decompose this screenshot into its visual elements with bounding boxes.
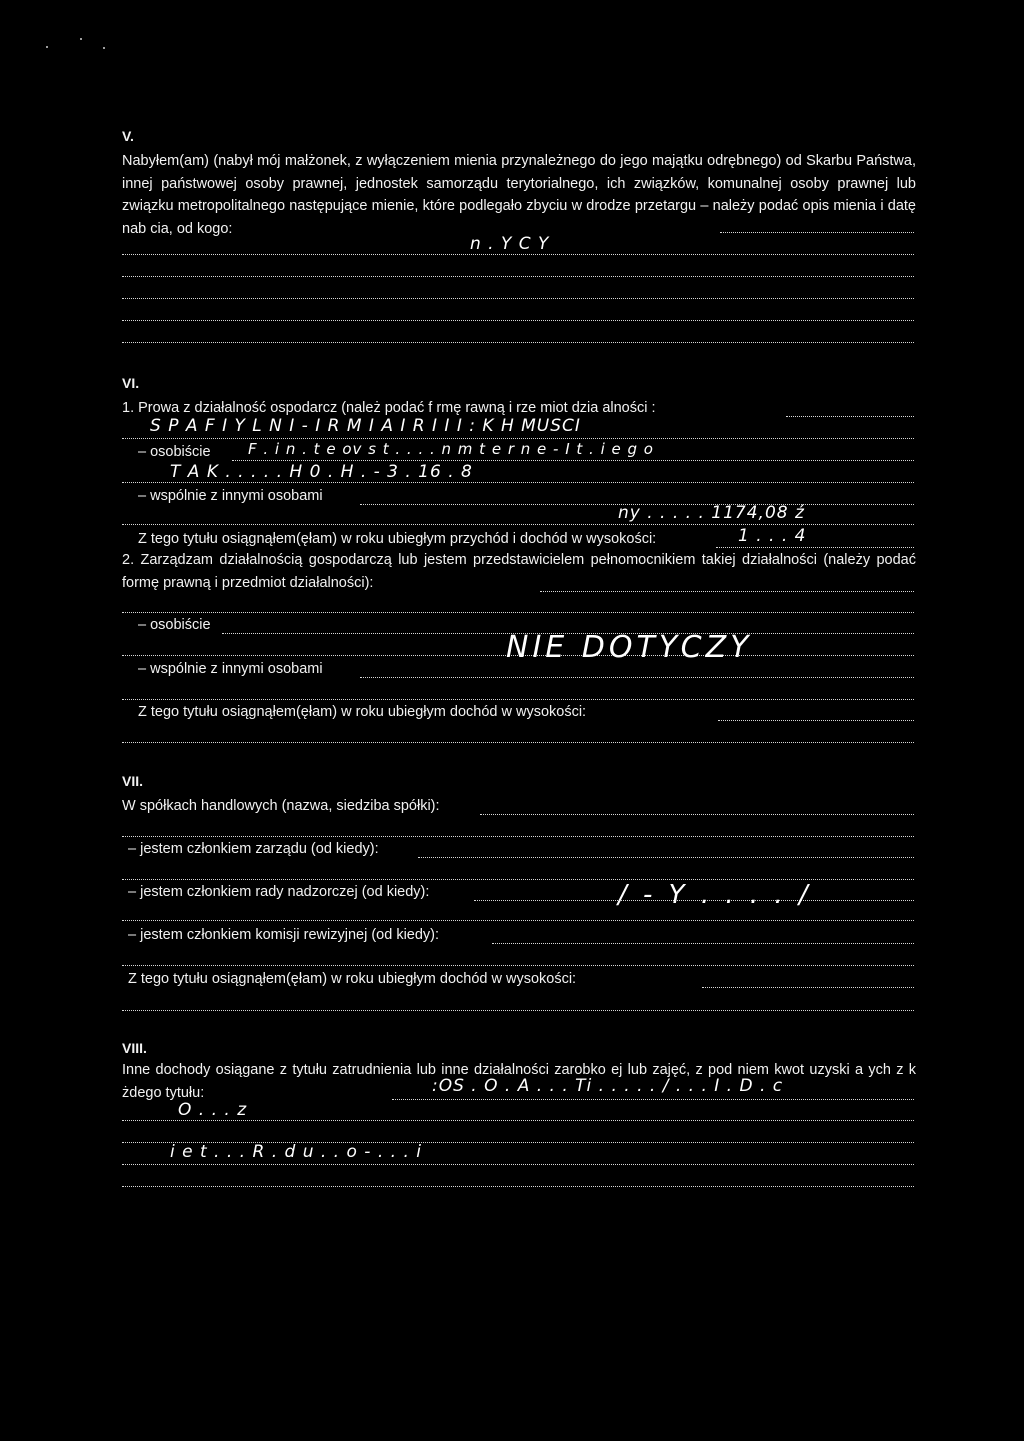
wspolnie2-label: – wspólnie z innymi osobami — [138, 661, 323, 677]
dotted-line — [718, 718, 914, 721]
handwritten-answer: NIE DOTYCZY — [506, 630, 753, 665]
section-vi-heading: VI. — [122, 375, 140, 391]
dotted-line — [122, 918, 914, 921]
osobiscie-label: – osobiście — [138, 444, 211, 460]
handwritten-answer: ny . . . . . 1174,08 ź — [618, 503, 805, 523]
dotted-line — [122, 436, 914, 439]
handwritten-answer: n . Y C Y — [470, 234, 550, 254]
dotted-line — [418, 855, 914, 858]
zarzad-label: – jestem członkiem zarządu (od kiedy): — [128, 841, 379, 857]
dotted-line — [122, 1162, 914, 1165]
handwritten-answer: i e t . . . R . d u . . o - . . . i — [170, 1142, 422, 1162]
dotted-line — [360, 675, 914, 678]
dotted-line — [122, 834, 914, 837]
dotted-line — [122, 340, 914, 343]
dotted-line — [786, 414, 914, 417]
income2-label: Z tego tytułu osiągnąłem(ęłam) w roku ubiegłym dochód w wysokości: — [138, 704, 587, 720]
handwritten-answer: 1 . . . 4 — [738, 526, 807, 546]
handwritten-answer: :OS . O . A . . . Ti . . . . . / . . . I . D . c — [432, 1076, 784, 1096]
dotted-line — [122, 274, 914, 277]
dotted-line — [122, 963, 914, 966]
handwritten-answer: T A K . . . . . H 0 . H . - 3 . 16 . 8 — [170, 462, 473, 482]
dotted-line — [540, 589, 914, 592]
section-viii-heading: VIII. — [122, 1040, 147, 1056]
dotted-line — [480, 812, 914, 815]
rada-label: – jestem członkiem rady nadzorczej (od kiedy): — [128, 884, 430, 900]
dotted-line — [122, 1008, 914, 1011]
dotted-line — [122, 318, 914, 321]
dotted-line — [122, 740, 914, 743]
scan-speck — [80, 38, 82, 40]
income-label: Z tego tytułu osiągnąłem(ęłam) w roku ubiegłym przychód i dochód w wysokości: — [138, 531, 657, 547]
wspolnie-label: – wspólnie z innymi osobami — [138, 488, 323, 504]
handwritten-answer: O . . . z — [178, 1100, 248, 1120]
dotted-line — [122, 610, 914, 613]
dotted-line — [122, 296, 914, 299]
income3-label: Z tego tytułu osiągnąłem(ęłam) w roku ubiegłym dochód w wysokości: — [128, 971, 577, 987]
handwritten-answer: S P A F I Y L N I - I R M I A I R I I I : K H MUSCI — [150, 416, 581, 436]
dotted-line — [232, 458, 914, 461]
scan-speck — [46, 46, 48, 48]
section-v-text: Nabyłem(am) (nabył mój małżonek, z wyłączeniem mienia przynależnego do jego majątku odrębnego) od Skarbu Państwa, innej państwowej osoby prawnej, jednostek samorządu terytorialnego, ich związków, komunalnej osoby prawnej lub związku metropolitalnego następujące mienie, które podlegało zbyciu w drodze przetargu – należy podać opis mienia i datę nab cia, od kogo: — [122, 153, 916, 237]
komisja-label: – jestem członkiem komisji rewizyjnej (od kiedy): — [128, 927, 440, 943]
handwritten-answer: F . i n . t e ov s t . . . . n m t e r n e - I t . i e g o — [248, 440, 654, 458]
scan-speck — [103, 47, 105, 49]
dotted-line — [720, 230, 914, 233]
companies-label: W spółkach handlowych (nazwa, siedziba spółki): — [122, 798, 440, 814]
dotted-line — [702, 985, 914, 988]
dotted-line — [122, 1184, 914, 1187]
dotted-line — [392, 1097, 914, 1100]
section-vii-heading: VII. — [122, 773, 144, 789]
dotted-line — [122, 697, 914, 700]
section-vi-item1-label: 1. Prowa z działalność ospodarcz (należ podać f rmę rawną i rze miot dzia alności : — [122, 400, 656, 416]
section-v-heading: V. — [122, 128, 134, 144]
dotted-line — [492, 941, 914, 944]
section-vi-item2-label: 2. Zarządzam działalnością gospodarczą lub jestem przedstawicielem pełnomocnikiem takiej działalności (należy podać formę prawną i przedmiot działalności): — [122, 552, 916, 591]
handwritten-answer: / - Y . . . . / — [618, 880, 812, 910]
osobiscie2-label: – osobiście — [138, 617, 211, 633]
section-viii-text: Inne dochody osiągane z tytułu zatrudnienia lub inne działalności zarobko ej lub zajęć, z pod niem kwot uzyski a ych z k żdego tytułu: — [122, 1062, 916, 1101]
